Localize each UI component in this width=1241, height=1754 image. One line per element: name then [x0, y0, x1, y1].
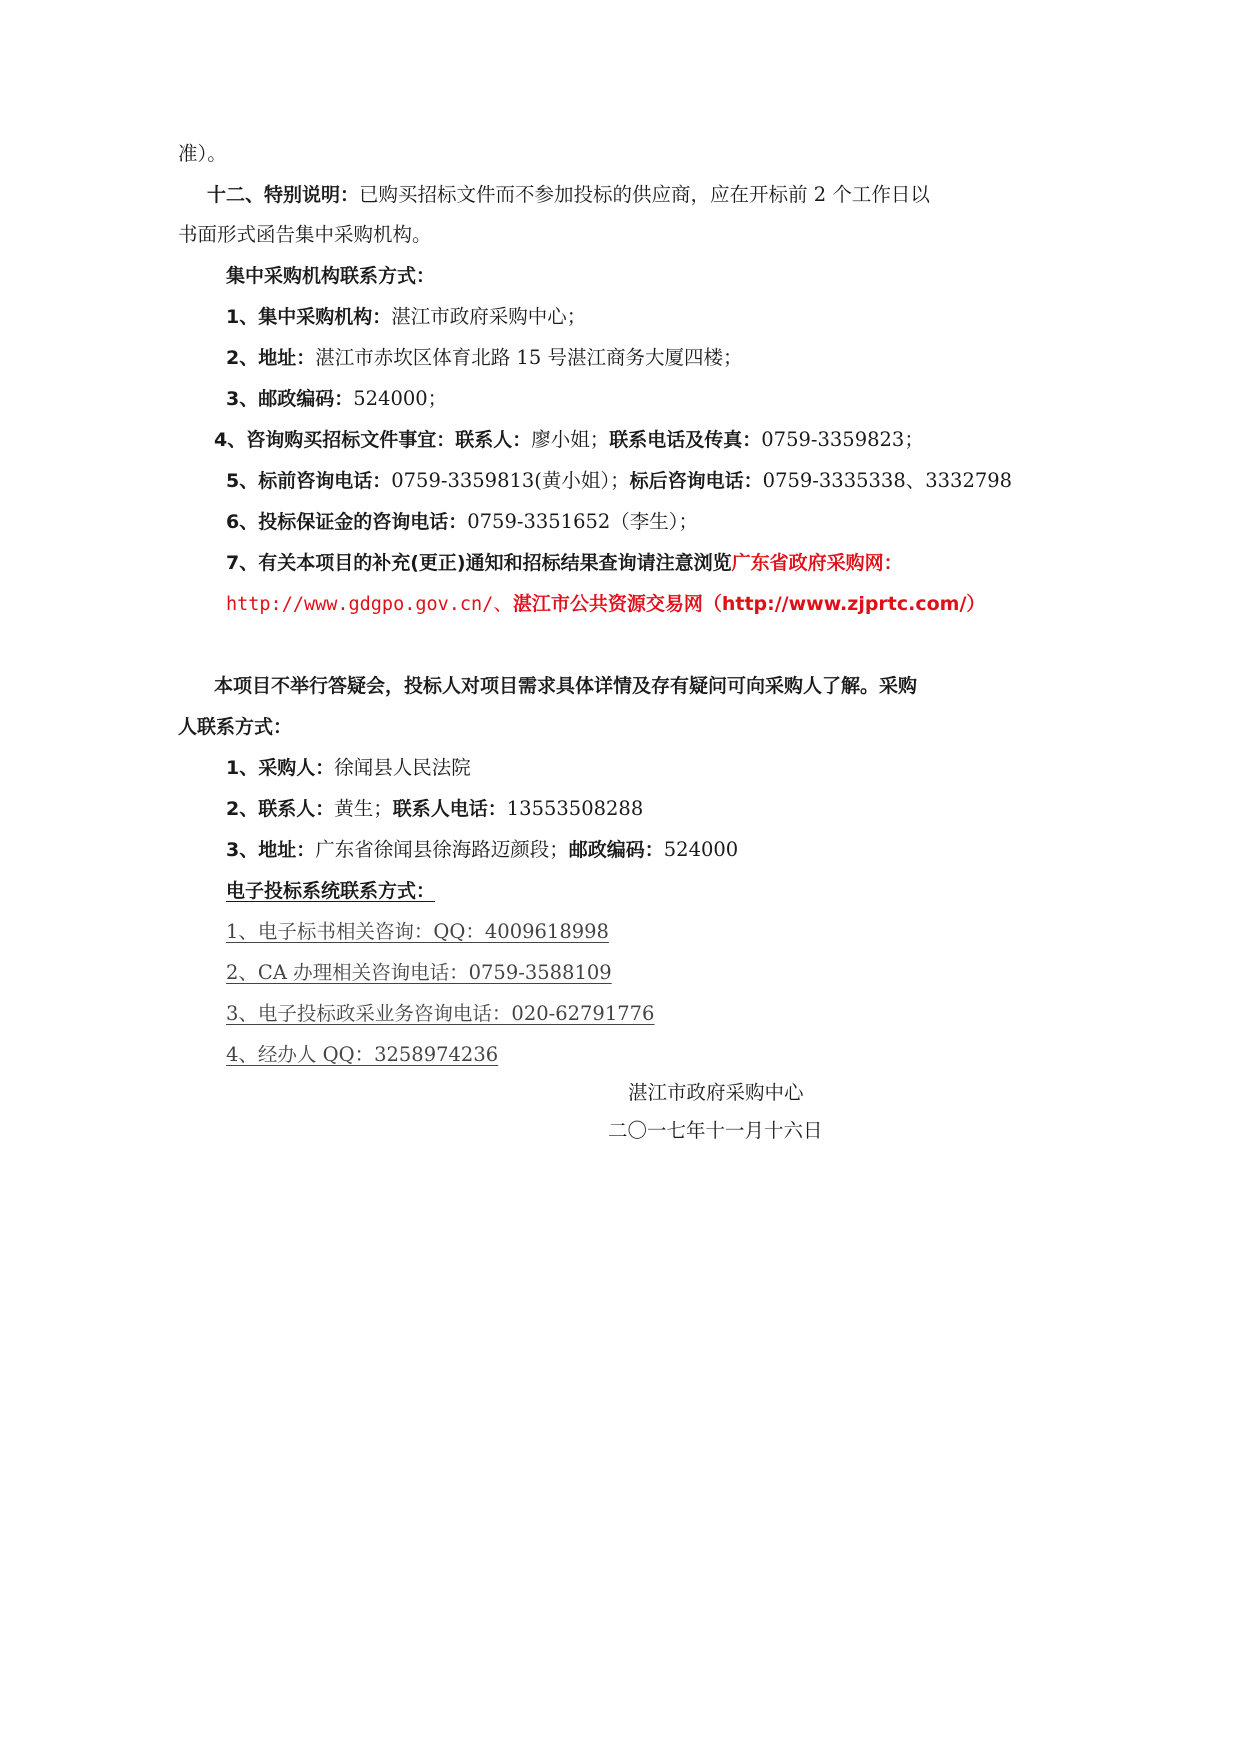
- e-bidding-item-3: 3、电子投标政采业务咨询电话：020-62791776: [226, 1002, 655, 1025]
- agency-item-label: 2、地址：: [226, 347, 316, 369]
- zjprtc-link[interactable]: 湛江市公共资源交易网（http://www.zjprtc.com/）: [512, 593, 986, 615]
- agency-item-5-label1: 5、标前咨询电话：: [226, 470, 392, 492]
- agency-item-4-value1: 廖小姐；: [531, 428, 610, 451]
- agency-item-label: 3、邮政编码：: [226, 388, 354, 410]
- purchaser-item-1: [226, 755, 471, 781]
- agency-item-1: [226, 304, 586, 330]
- purchaser-item-3: [226, 837, 738, 863]
- agency-item-value: 湛江市政府采购中心；: [391, 305, 587, 328]
- purchaser-intro-line1: 本项目不举行答疑会，投标人对项目需求具体详情及存有疑问可向采购人了解。采购: [214, 675, 918, 697]
- agency-item-5: [226, 468, 1012, 494]
- purchaser-item-3-label2: 邮政编码：: [568, 839, 664, 861]
- special-note-line2: 书面形式函告集中采购机构。: [178, 223, 432, 246]
- purchaser-item-2: [226, 796, 643, 822]
- purchaser-intro-line2: 人联系方式：: [178, 716, 293, 738]
- agency-contact-title: 集中采购机构联系方式：: [226, 265, 436, 287]
- agency-item-6-label: 6、投标保证金的咨询电话：: [226, 511, 468, 533]
- agency-item-4-value2: 0759-3359823；: [761, 428, 924, 451]
- gdgpo-link[interactable]: http://www.gdgpo.gov.cn/: [226, 594, 494, 615]
- signature-date: 二〇一七年十一月十六日: [608, 1119, 823, 1142]
- agency-item-7-links: [226, 591, 985, 618]
- purchaser-item-1-label: 1、采购人：: [226, 757, 335, 779]
- link-separator: 、: [493, 592, 513, 615]
- agency-item-7-text: 7、有关本项目的补充(更正)通知和招标结果查询请注意浏览: [226, 552, 732, 574]
- purchaser-item-2-label1: 2、联系人：: [226, 798, 335, 820]
- special-note-line1: [207, 182, 930, 208]
- special-note-heading: 十二、特别说明：: [207, 184, 360, 206]
- purchaser-item-1-value: 徐闻县人民法院: [334, 756, 471, 779]
- agency-item-6: [226, 509, 698, 535]
- intro-tail: 准）。: [178, 142, 227, 165]
- purchaser-item-2-label2: 联系人电话：: [392, 798, 507, 820]
- agency-item-4-label1: 4、咨询购买招标文件事宜：联系人：: [214, 429, 532, 451]
- purchaser-item-2-value2: 13553508288: [506, 797, 644, 820]
- special-note-text1: 已购买招标文件而不参加投标的供应商，应在开标前 2 个工作日以: [359, 183, 930, 206]
- purchaser-item-2-value1: 黄生；: [334, 797, 393, 820]
- agency-item-5-value1: 0759-3359813(黄小姐）；: [391, 469, 630, 492]
- e-bidding-item-2: 2、CA 办理相关咨询电话：0759-3588109: [226, 961, 612, 984]
- purchaser-item-3-value1: 广东省徐闻县徐海路迈颜段；: [315, 838, 569, 861]
- e-bidding-title: 电子投标系统联系方式：: [226, 880, 436, 902]
- agency-item-4: [214, 427, 924, 453]
- agency-item-value: 524000；: [353, 387, 448, 410]
- agency-item-value: 湛江市赤坎区体育北路 15 号湛江商务大厦四楼；: [315, 346, 743, 369]
- agency-item-3: [226, 386, 447, 412]
- gdgpo-site-name: 广东省政府采购网：: [731, 552, 903, 574]
- agency-item-5-value2: 0759-3335338、3332798: [762, 469, 1013, 492]
- e-bidding-item-1: 1、电子标书相关咨询：QQ：4009618998: [226, 920, 609, 943]
- e-bidding-item-4: 4、经办人 QQ：3258974236: [226, 1043, 499, 1066]
- agency-item-6-value: 0759-3351652（李生）；: [467, 510, 699, 533]
- purchaser-item-3-label1: 3、地址：: [226, 839, 316, 861]
- agency-item-4-label2: 联系电话及传真：: [609, 429, 762, 451]
- agency-item-2: [226, 345, 742, 371]
- signature-org: 湛江市政府采购中心: [628, 1081, 804, 1104]
- agency-item-5-label2: 标后咨询电话：: [629, 470, 763, 492]
- agency-item-7: [226, 550, 903, 576]
- purchaser-item-3-value2: 524000: [663, 838, 739, 861]
- agency-item-label: 1、集中采购机构：: [226, 306, 392, 328]
